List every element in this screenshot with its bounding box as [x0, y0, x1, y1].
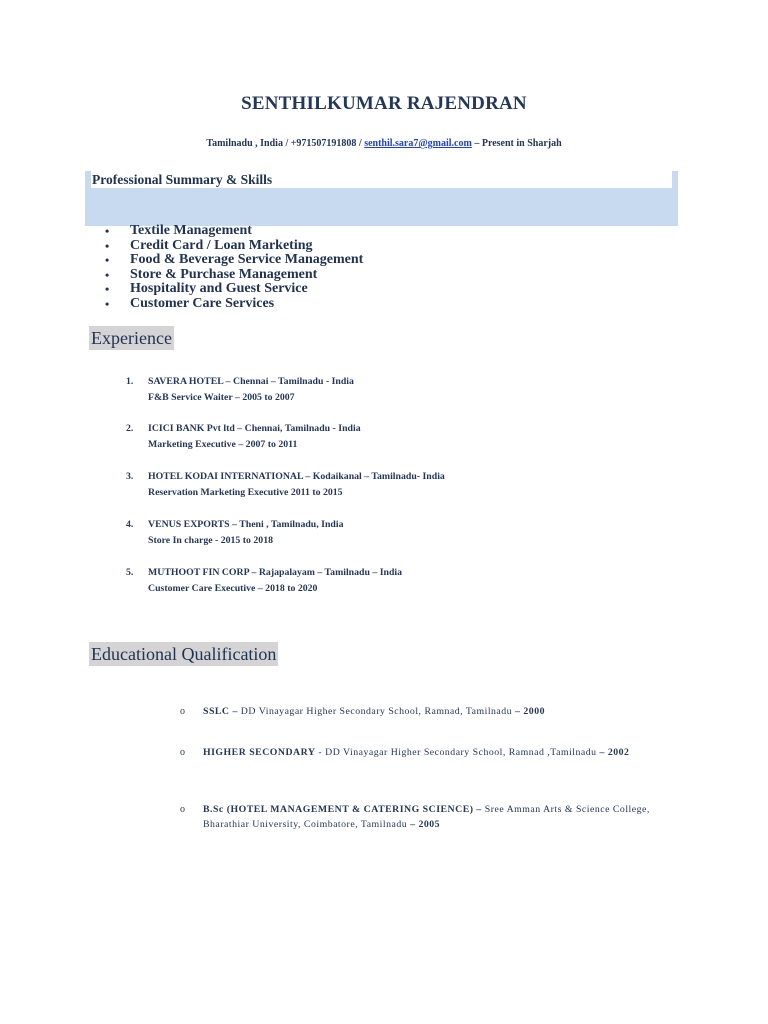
experience-employer: ICICI BANK Pvt ltd – Chennai, Tamilnadu - India — [148, 423, 361, 434]
experience-employer: SAVERA HOTEL – Chennai – Tamilnadu - India — [148, 376, 354, 387]
experience-number: 4. — [126, 519, 134, 530]
email-link[interactable]: senthil.sara7@gmail.com — [364, 138, 472, 149]
bullet-icon: • — [105, 296, 110, 311]
education-degree: B.Sc (HOTEL MANAGEMENT & CATERING SCIENCE) – — [203, 804, 482, 815]
education-degree: SSLC – — [203, 706, 238, 717]
contact-line — [0, 138, 768, 149]
education-year: – 2000 — [515, 706, 545, 717]
experience-number: 5. — [126, 567, 134, 578]
bullet-icon: • — [105, 224, 110, 238]
experience-number: 2. — [126, 423, 134, 434]
experience-role: F&B Service Waiter – 2005 to 2007 — [148, 391, 295, 403]
experience-number: 3. — [126, 471, 134, 482]
circle-bullet-icon: o — [180, 706, 186, 717]
education-detail: - DD Vinayagar Higher Secondary School, Ramnad ,Tamilnadu — [315, 747, 600, 758]
education-detail: DD Vinayagar Higher Secondary School, Ramnad, Tamilnadu — [237, 706, 516, 717]
skill-item: • Textile Management — [105, 223, 252, 238]
experience-role: Marketing Executive – 2007 to 2011 — [148, 438, 298, 450]
skill-item: • Store & Purchase Management — [105, 266, 318, 282]
bullet-icon: • — [105, 267, 110, 282]
experience-role: Customer Care Executive – 2018 to 2020 — [148, 582, 318, 594]
candidate-name: SENTHILKUMAR RAJENDRAN — [241, 93, 527, 114]
experience-employer: VENUS EXPORTS – Theni , Tamilnadu, India — [148, 519, 344, 530]
bullet-icon: • — [105, 282, 110, 297]
skill-item: • Food & Beverage Service Management — [105, 252, 364, 268]
contact-status: – Present in Sharjah — [471, 138, 562, 149]
skill-item: • Hospitality and Guest Service — [105, 281, 308, 297]
skill-item: • Credit Card / Loan Marketing — [105, 237, 313, 253]
experience-role: Reservation Marketing Executive 2011 to 2015 — [148, 486, 343, 498]
summary-header-band — [85, 171, 678, 226]
bullet-icon: • — [105, 238, 110, 253]
contact-location-phone: Tamilnadu , India / +971507191808 / — [206, 138, 365, 149]
education-year: – 2005 — [410, 819, 441, 830]
summary-title: Professional Summary & Skills — [91, 171, 672, 188]
experience-number: 1. — [126, 376, 134, 387]
skill-item: • Customer Care Services — [105, 295, 275, 311]
experience-employer: MUTHOOT FIN CORP – Rajapalayam – Tamilnadu – India — [148, 567, 403, 578]
education-degree: HIGHER SECONDARY — [203, 747, 316, 758]
bullet-icon: • — [105, 253, 110, 268]
education-year: – 2002 — [599, 747, 630, 758]
circle-bullet-icon: o — [180, 804, 186, 815]
experience-heading: Experience — [91, 328, 172, 348]
circle-bullet-icon: o — [180, 747, 186, 758]
experience-employer: HOTEL KODAI INTERNATIONAL – Kodaikanal – Tamilnadu- India — [148, 471, 445, 482]
experience-role: Store In charge - 2015 to 2018 — [148, 534, 273, 546]
education-detail: Sree Amman Arts & Science College, Bharathiar University, Coimbatore, Tamilnadu — [203, 804, 650, 830]
skills-list — [105, 224, 363, 312]
education-heading: Educational Qualification — [91, 644, 277, 664]
